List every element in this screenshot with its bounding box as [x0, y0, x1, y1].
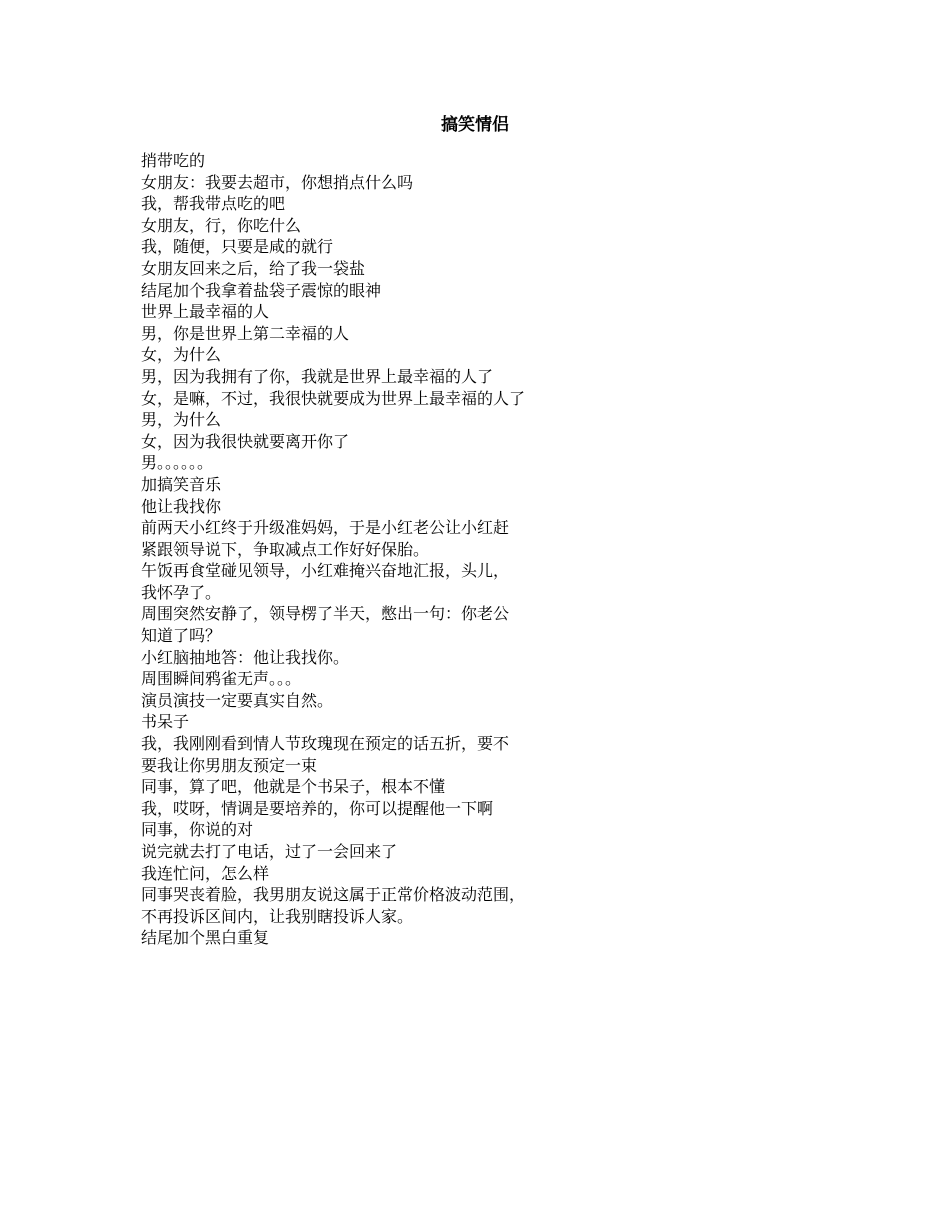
text-line: 我连忙问，怎么样 — [141, 863, 270, 883]
text-line: 世界上最幸福的人 — [141, 302, 270, 322]
text-line: 女朋友回来之后，给了我一袋盐 — [141, 258, 366, 278]
text-line: 男，为什么 — [141, 410, 222, 430]
text-line: 男，你是世界上第二幸福的人 — [141, 323, 350, 343]
text-line: 演员演技一定要真实自然。 — [141, 690, 334, 710]
text-line: 男，因为我拥有了你，我就是世界上最幸福的人了 — [141, 366, 494, 386]
text-line: 周围突然安静了，领导楞了半天，憋出一句：你老公 — [141, 604, 510, 624]
text-line: 知道了吗？ — [141, 626, 222, 646]
text-line: 捎带吃的 — [141, 151, 206, 170]
document-body — [141, 150, 611, 949]
text-line: 同事，你说的对 — [141, 820, 254, 840]
text-line: 不再投诉区间内，让我别瞎投诉人家。 — [141, 906, 414, 926]
text-line: 结尾加个我拿着盐袋子震惊的眼神 — [141, 280, 382, 300]
text-line: 我，帮我带点吃的吧 — [141, 194, 286, 214]
text-line: 同事哭丧着脸，我男朋友说这属于正常价格波动范围， — [141, 885, 526, 905]
text-line: 结尾加个黑白重复 — [141, 928, 270, 948]
text-line: 我，我刚刚看到情人节玫瑰现在预定的话五折，要不 — [141, 734, 510, 754]
text-line: 女，是嘛，不过，我很快就要成为世界上最幸福的人了 — [141, 388, 526, 408]
text-line: 他让我找你 — [141, 496, 222, 516]
text-line: 说完就去打了电话，过了一会回来了 — [141, 842, 398, 861]
text-line: 女朋友：我要去超市，你想捎点什么吗 — [141, 172, 414, 192]
text-line: 加搞笑音乐 — [141, 474, 222, 494]
text-line: 女朋友，行，你吃什么 — [141, 215, 302, 235]
text-line: 我，随便，只要是咸的就行 — [141, 237, 334, 257]
document-title: 搞笑情侣 — [441, 115, 509, 135]
text-line: 书呆子 — [141, 712, 190, 732]
text-line: 前两天小红终于升级准妈妈，于是小红老公让小红赶 — [141, 518, 510, 538]
text-line: 小红脑抽地答：他让我找你。 — [141, 647, 350, 667]
text-line: 女，因为我很快就要离开你了 — [141, 431, 350, 451]
text-line: 紧跟领导说下，争取减点工作好好保胎。 — [141, 539, 430, 559]
text-line: 女，为什么 — [141, 345, 222, 365]
text-line: 要我让你男朋友预定一束 — [141, 755, 318, 775]
text-line: 我怀孕了。 — [141, 582, 222, 602]
text-line: 我，哎呀，情调是要培养的，你可以提醒他一下啊 — [141, 798, 494, 818]
text-line: 周围瞬间鸦雀无声。。。 — [141, 669, 302, 689]
text-line: 同事，算了吧，他就是个书呆子，根本不懂 — [141, 777, 446, 797]
text-line: 男。。。。。。 — [141, 453, 214, 473]
text-line: 午饭再食堂碰见领导，小红难掩兴奋地汇报，头儿， — [141, 561, 510, 581]
